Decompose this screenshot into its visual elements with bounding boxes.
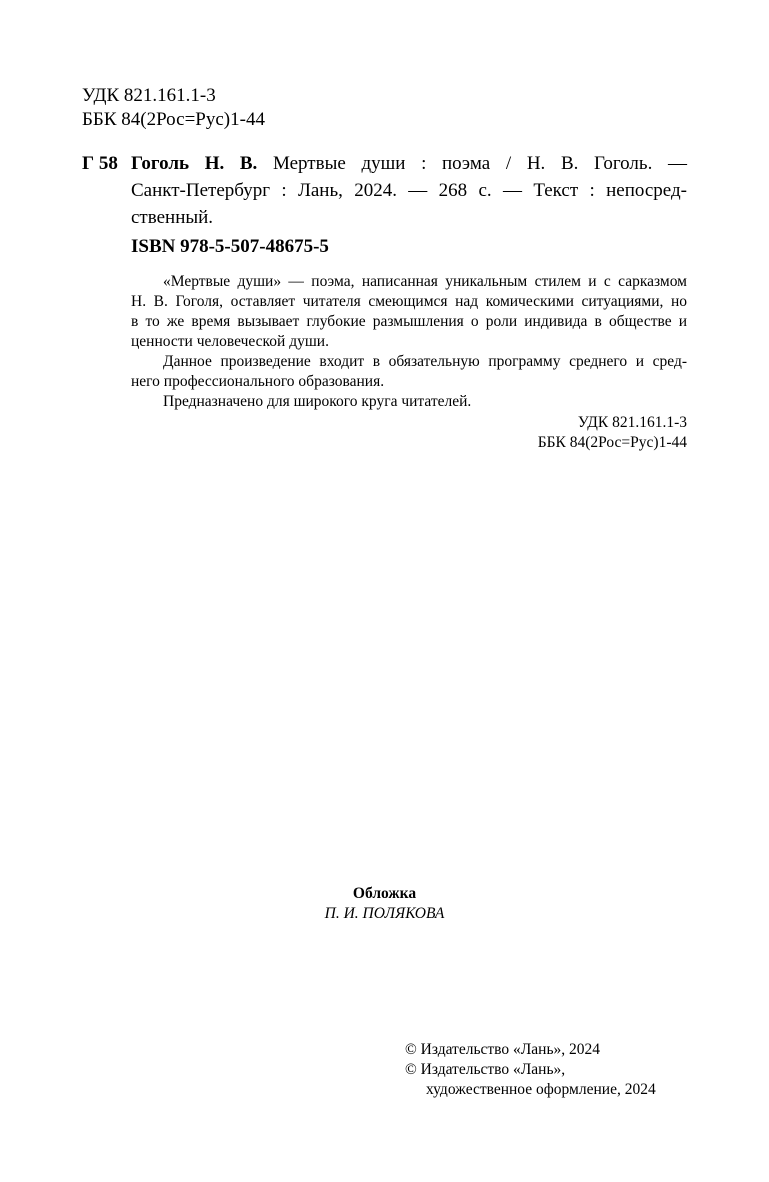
annotation-line: Предназначено для широкого круга читателей.	[163, 393, 472, 410]
annotation-line: «Мертвые души» — поэма, написанная уникальным стилем и с сарказмом	[163, 273, 687, 290]
copyright-line-1: © Издательство «Лань», 2024	[405, 1041, 601, 1058]
cover-credit	[0, 884, 769, 924]
annotation-line: ценности человеческой души.	[131, 333, 329, 350]
annotation-line: него профессионального образования.	[131, 373, 385, 390]
title-statement: Мертвые души : поэма / Н. В. Гоголь. —	[257, 153, 687, 174]
annotation-line: в то же время вызывает глубокие размышления о роли индивида в обществе и	[131, 313, 687, 330]
author-name: Гоголь Н. В.	[131, 153, 258, 174]
annotation-line: Данное произведение входит в обязательную программу среднего и сред-	[163, 353, 687, 370]
bibliographic-entry	[131, 150, 687, 231]
right-udk-code: УДК 821.161.1-3	[577, 414, 687, 431]
cover-artist-name: П. И. ПОЛЯКОВА	[324, 905, 445, 922]
bibliographic-line-2: Санкт-Петербург : Лань, 2024. — 268 с. — Текст : непосред-	[131, 180, 687, 201]
isbn: ISBN 978-5-507-48675-5	[131, 236, 329, 257]
annotation	[131, 272, 687, 412]
annotation-line: Н. В. Гоголя, оставляет читателя смеющимся над комическими ситуациями, но	[131, 293, 687, 310]
bibliographic-line-3: ственный.	[131, 207, 214, 228]
copyright-line-3: художественное оформление, 2024	[426, 1081, 656, 1098]
top-udk-code: УДК 821.161.1-3	[82, 85, 216, 106]
right-bbk-code: ББК 84(2Рос=Рус)1-44	[537, 434, 687, 451]
right-classification-codes	[480, 413, 687, 453]
copyright-line-2: © Издательство «Лань»,	[405, 1061, 566, 1078]
top-classification-codes	[82, 84, 265, 132]
copyright-block	[405, 1040, 656, 1100]
bibliographic-line-1	[131, 150, 687, 177]
cover-credit-label: Обложка	[352, 885, 417, 902]
author-sign: Г 58	[82, 153, 118, 174]
top-bbk-code: ББК 84(2Рос=Рус)1-44	[82, 109, 265, 130]
